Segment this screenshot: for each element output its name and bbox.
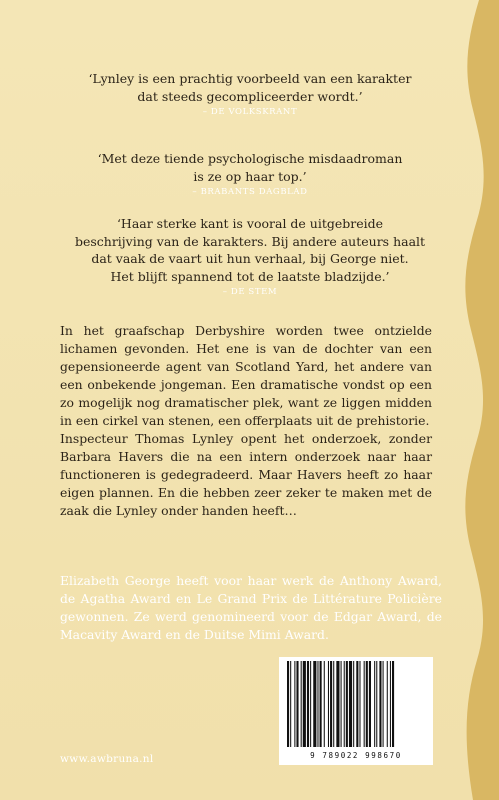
quote-line: dat vaak de vaart uit hun verhaal, bij George niet. xyxy=(91,251,409,266)
barcode-bar xyxy=(336,661,339,747)
synopsis-paragraph: Inspecteur Thomas Lynley opent het onderzoek, zonder Barbara Havers die na een intern onderzoek naar haar functioneren is gedegradeerd. Maar Havers heeft zo haar eigen plannen. En die hebben zeer zeker te maken met de zaak die Lynley onder handen heeft… xyxy=(60,431,432,518)
quote-line: ‘Lynley is een prachtig voorbeeld van een karakter xyxy=(88,71,412,86)
barcode-bar xyxy=(328,661,329,747)
barcode-bar xyxy=(376,661,377,747)
barcode-bar xyxy=(307,661,309,747)
synopsis-paragraph: In het graafschap Derbyshire worden twee ontzielde lichamen gevonden. Het ene is van de dochter van een gepensioneerde agent van Scotland Yard, het andere van een onbekende jongeman. Een dramatische vondst op een zo mogelijk nog dramatischer plek, want ze liggen midden in een cirkel van stenen, een offerplaats uit de prehistorie. xyxy=(60,323,432,428)
barcode-bar xyxy=(294,661,295,747)
barcode-bar xyxy=(346,661,348,747)
quote-source: – DE VOLKSKRANT xyxy=(202,107,298,117)
barcode-bar xyxy=(359,661,360,747)
barcode-number: 9 789022 998670 xyxy=(310,751,402,760)
barcode-bar xyxy=(287,661,289,747)
quote-line: ‘Met deze tiende psychologische misdaadroman xyxy=(97,151,403,166)
barcode-bar xyxy=(341,661,342,747)
barcode-bar xyxy=(310,661,311,747)
barcode-bar xyxy=(313,661,316,747)
barcode-bar xyxy=(383,661,384,747)
quote-source: – BRABANTS DAGBLAD xyxy=(192,187,308,197)
barcode-bar xyxy=(317,661,318,747)
barcode-bar xyxy=(349,661,352,747)
review-quote-brabants-dagblad xyxy=(60,150,440,199)
barcode-bar xyxy=(303,661,306,747)
barcode-bars xyxy=(285,661,427,747)
barcode-bar xyxy=(390,661,391,747)
barcode-bar xyxy=(369,661,371,747)
review-quote-de-stem xyxy=(60,215,440,299)
quote-line: Het blijft spannend tot de laatste bladzijde.’ xyxy=(110,268,390,284)
barcode-bar xyxy=(290,661,291,747)
quote-line: ‘Haar sterke kant is vooral de uitgebreide xyxy=(116,216,384,231)
barcode-bar xyxy=(366,661,368,747)
barcode-bar xyxy=(296,661,298,747)
wave-border-decoration xyxy=(449,0,499,800)
quote-line: dat steeds gecompliceerder wordt.’ xyxy=(137,88,363,104)
barcode-bar xyxy=(379,661,381,747)
barcode-bar xyxy=(356,661,358,747)
barcode-bar xyxy=(330,661,332,747)
barcode-bar xyxy=(333,661,334,747)
quote-line: is ze op haar top.’ xyxy=(193,168,307,184)
publisher-url[interactable]: www.awbruna.nl xyxy=(60,753,154,765)
barcode-bar xyxy=(301,661,302,747)
barcode-bar xyxy=(344,661,345,747)
barcode-bar xyxy=(324,661,325,747)
synopsis xyxy=(60,322,432,520)
barcode-bar xyxy=(364,661,365,747)
quote-line: beschrijving van de karakters. Bij andere auteurs haalt xyxy=(74,233,426,249)
barcode-bar xyxy=(374,661,375,747)
about-author: Elizabeth George heeft voor haar werk de Anthony Award, de Agatha Award en Le Grand Prix de Littérature Policière gewonnen. Ze werd genomineerd voor de Edgar Award, de Macavity Award en de Duitse Mimi Award. xyxy=(60,573,442,642)
barcode-bar xyxy=(320,661,322,747)
isbn-barcode xyxy=(279,657,433,765)
barcode-bar xyxy=(353,661,354,747)
review-quote-volkskrant xyxy=(60,70,440,119)
barcode-bar xyxy=(392,661,394,747)
barcode-bar xyxy=(387,661,388,747)
quote-source: – DE STEM xyxy=(222,287,278,297)
